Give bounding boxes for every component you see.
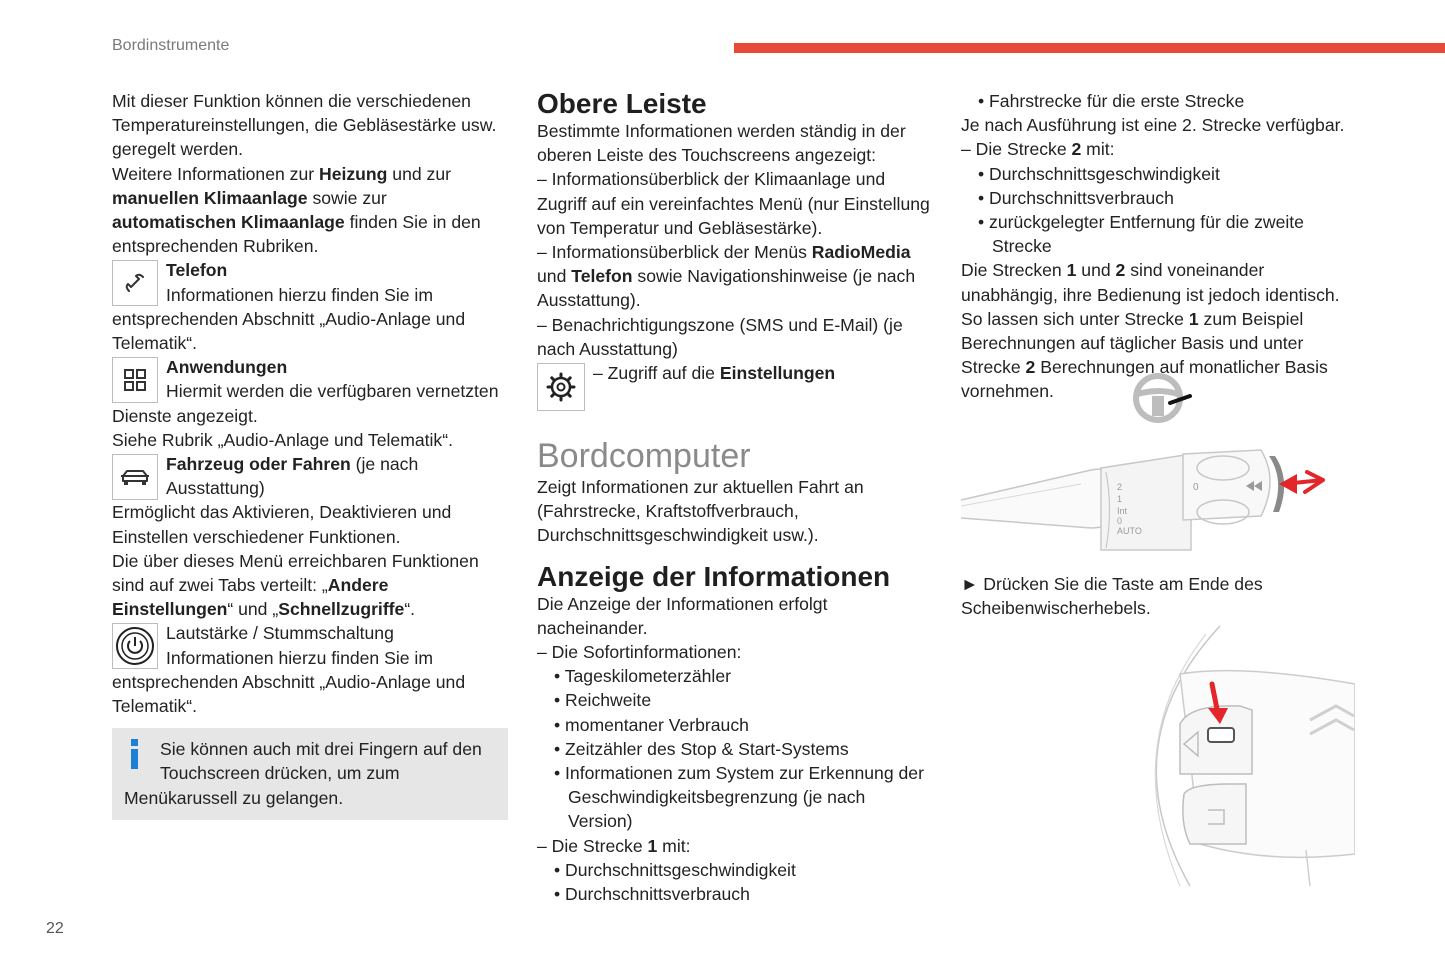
telefon-block <box>112 258 508 355</box>
obere-intro: Bestimmte Informationen werden ständig in der oberen Leiste des Touchscreens angezeigt: <box>537 121 906 166</box>
text: – Zugriff auf die <box>593 363 720 384</box>
text: und <box>1076 260 1116 281</box>
strecke-number: 1 <box>1066 260 1077 281</box>
term-manuell: manuellen Klimaanlage <box>112 187 308 208</box>
header-accent-bar <box>734 43 1445 53</box>
obere-item-1: – Informationsüberblick der Klimaanlage und Zugriff auf ein vereinfachtes Menü (nur Einstellung von Temperatur und Gebläsestärke). <box>537 169 930 238</box>
fahrzeug-title: Fahrzeug oder Fahren <box>166 454 351 475</box>
einstellungen-block <box>537 361 932 385</box>
lever-label: 1 <box>1117 494 1123 504</box>
anzeige-intro: Die Anzeige der Informationen erfolgt nacheinander. <box>537 593 828 638</box>
text: und zur <box>387 163 451 184</box>
anwendungen-block <box>112 355 508 452</box>
lever-label: Int <box>1117 506 1128 516</box>
more-info-paragraph <box>112 162 508 259</box>
text: und <box>537 266 572 287</box>
text: Berechnungen auf monatlicher Basis vornehmen. <box>961 357 1328 402</box>
strecke-number: 2 <box>1115 260 1126 281</box>
column-3 <box>961 89 1361 404</box>
steering-wheel-closeup-figure <box>1120 624 1355 895</box>
intro-paragraph: Mit dieser Funktion können die verschiedenen Temperatureinstellungen, die Gebläsestärke usw. geregelt werden. <box>112 91 497 160</box>
list-item: • Fahrstrecke für die erste Strecke <box>978 91 1245 111</box>
list-item: • Durchschnittsverbrauch <box>554 884 750 905</box>
list-item: • Tageskilometerzähler <box>554 666 731 687</box>
car-icon <box>112 454 158 500</box>
text: – Informationsüberblick der Menüs <box>537 242 812 263</box>
text: mit: <box>657 835 691 856</box>
info-note <box>112 728 508 820</box>
press-instruction: ► Drücken Sie die Taste am Ende des Scheibenwischerhebels. <box>961 574 1263 619</box>
phone-icon <box>112 260 158 306</box>
steering-wheel-icon <box>1130 372 1192 429</box>
text: – Die Strecke <box>961 139 1072 160</box>
text: sind voneinander unabhängig, ihre Bedienung ist jedoch identisch. <box>961 260 1340 305</box>
apps-grid-icon <box>112 357 158 403</box>
telefon-title: Telefon <box>166 260 228 281</box>
text: Weitere Informationen zur <box>112 163 319 184</box>
list-item: • zurückgelegter Entfernung für die zweite Strecke <box>978 212 1304 257</box>
list-item: • Reichweite <box>554 690 652 711</box>
heading-obere-leiste: Obere Leiste <box>537 88 707 119</box>
fahrzeug-block <box>112 452 508 621</box>
list-item: • Durchschnittsverbrauch <box>978 187 1174 208</box>
svg-text:0: 0 <box>1193 482 1199 493</box>
text: So lassen sich unter Strecke <box>961 308 1189 329</box>
column-2 <box>537 89 932 906</box>
power-volume-icon <box>112 623 158 669</box>
strecke-number: 1 <box>647 835 658 856</box>
text: mit: <box>1081 139 1115 160</box>
anwendungen-title: Anwendungen <box>166 357 288 378</box>
tab-andere: Andere Einstellungen <box>112 575 389 620</box>
fahrzeug-text: Ermöglicht das Aktivieren, Deaktivieren und Einstellen verschiedener Funktionen. <box>112 502 452 547</box>
wiper-lever-figure <box>961 440 1341 573</box>
text: – Die Strecke <box>537 835 648 856</box>
text: zum Beispiel Berechnungen auf täglicher Basis und unter Strecke <box>961 308 1304 378</box>
text: Die über dieses Menü erreichbaren Funktionen sind auf zwei Tabs verteilt: „ <box>112 550 479 596</box>
list-item: • momentaner Verbrauch <box>554 714 749 735</box>
independence-paragraph <box>961 258 1361 306</box>
variant-note: Je nach Ausführung ist eine 2. Strecke verfügbar. <box>961 115 1345 136</box>
term-telefon: Telefon <box>571 266 633 287</box>
obere-item-2 <box>537 240 932 313</box>
tabs-paragraph <box>112 549 508 622</box>
info-icon <box>124 737 160 783</box>
note-text: Sie können auch mit drei Fingern auf den Touchscreen drücken, um zum Menükarussell zu gelangen. <box>124 739 482 808</box>
strecke-number: 2 <box>1071 139 1082 160</box>
anzeige-dash-2 <box>537 834 932 858</box>
column-1 <box>112 89 508 820</box>
lautstaerke-block <box>112 621 508 718</box>
anwendungen-text: Hiermit werden die verfügbaren vernetzten Dienste angezeigt. <box>112 381 499 426</box>
lever-label: AUTO <box>1117 526 1142 536</box>
telefon-text: Informationen hierzu finden Sie im entsprechenden Abschnitt „Audio-Anlage und Telematik“. <box>112 284 466 354</box>
list-item: • Durchschnittsgeschwindigkeit <box>554 859 796 880</box>
text: sowie zur <box>307 187 387 208</box>
list-item: • Durchschnittsgeschwindigkeit <box>978 163 1220 184</box>
anwendungen-see: Siehe Rubrik „Audio-Anlage und Telematik“. <box>112 429 453 450</box>
text: “. <box>404 599 416 620</box>
term-einstellungen: Einstellungen <box>719 363 836 384</box>
list-item: • Zeitzähler des Stop & Start-Systems <box>554 738 849 759</box>
lever-label: 2 <box>1117 482 1123 492</box>
heading-bordcomputer: Bordcomputer <box>537 437 751 476</box>
term-heizung: Heizung <box>318 163 388 184</box>
lautstaerke-text: Informationen hierzu finden Sie im entsprechenden Abschnitt „Audio-Anlage und Telematik“. <box>112 647 466 717</box>
strecke-number: 1 <box>1188 308 1199 329</box>
term-auto: automatischen Klimaanlage <box>112 212 345 233</box>
text: Die Strecken <box>961 260 1067 281</box>
tab-schnell: Schnellzugriffe <box>278 599 405 620</box>
list-item: • Informationen zum System zur Erkennung der Geschwindigkeitsbegrenzung (je nach Version) <box>554 763 924 832</box>
heading-anzeige: Anzeige der Informationen <box>537 560 891 592</box>
anzeige-dash-1: – Die Sofortinformationen: <box>537 642 742 663</box>
obere-item-3: – Benachrichtigungszone (SMS und E-Mail) (je nach Ausstattung) <box>537 314 903 359</box>
fahrzeug-suffix: (je nach Ausstattung) <box>166 454 419 499</box>
gear-icon <box>537 363 585 411</box>
term-radiomedia: RadioMedia <box>811 242 911 263</box>
section-title: Bordinstrumente <box>112 37 230 54</box>
obere-item-4 <box>537 361 932 385</box>
bord-text: Zeigt Informationen zur aktuellen Fahrt an (Fahrstrecke, Kraftstoffverbrauch, Durchschnittsgeschwindigkeit usw.). <box>537 477 864 546</box>
strecke-2-heading <box>961 137 1361 161</box>
strecke-number: 2 <box>1025 357 1036 378</box>
text: sowie Navigationshinweise (je nach Ausstattung). <box>537 266 916 311</box>
lever-label: 0 <box>1117 516 1123 526</box>
lautstaerke-title: Lautstärke / Stummschaltung <box>166 623 394 644</box>
page-number: 22 <box>46 920 64 937</box>
press-instruction-block <box>961 572 1361 620</box>
text: “ und „ <box>227 599 279 620</box>
text: finden Sie in den entsprechenden Rubriken. <box>112 212 481 257</box>
